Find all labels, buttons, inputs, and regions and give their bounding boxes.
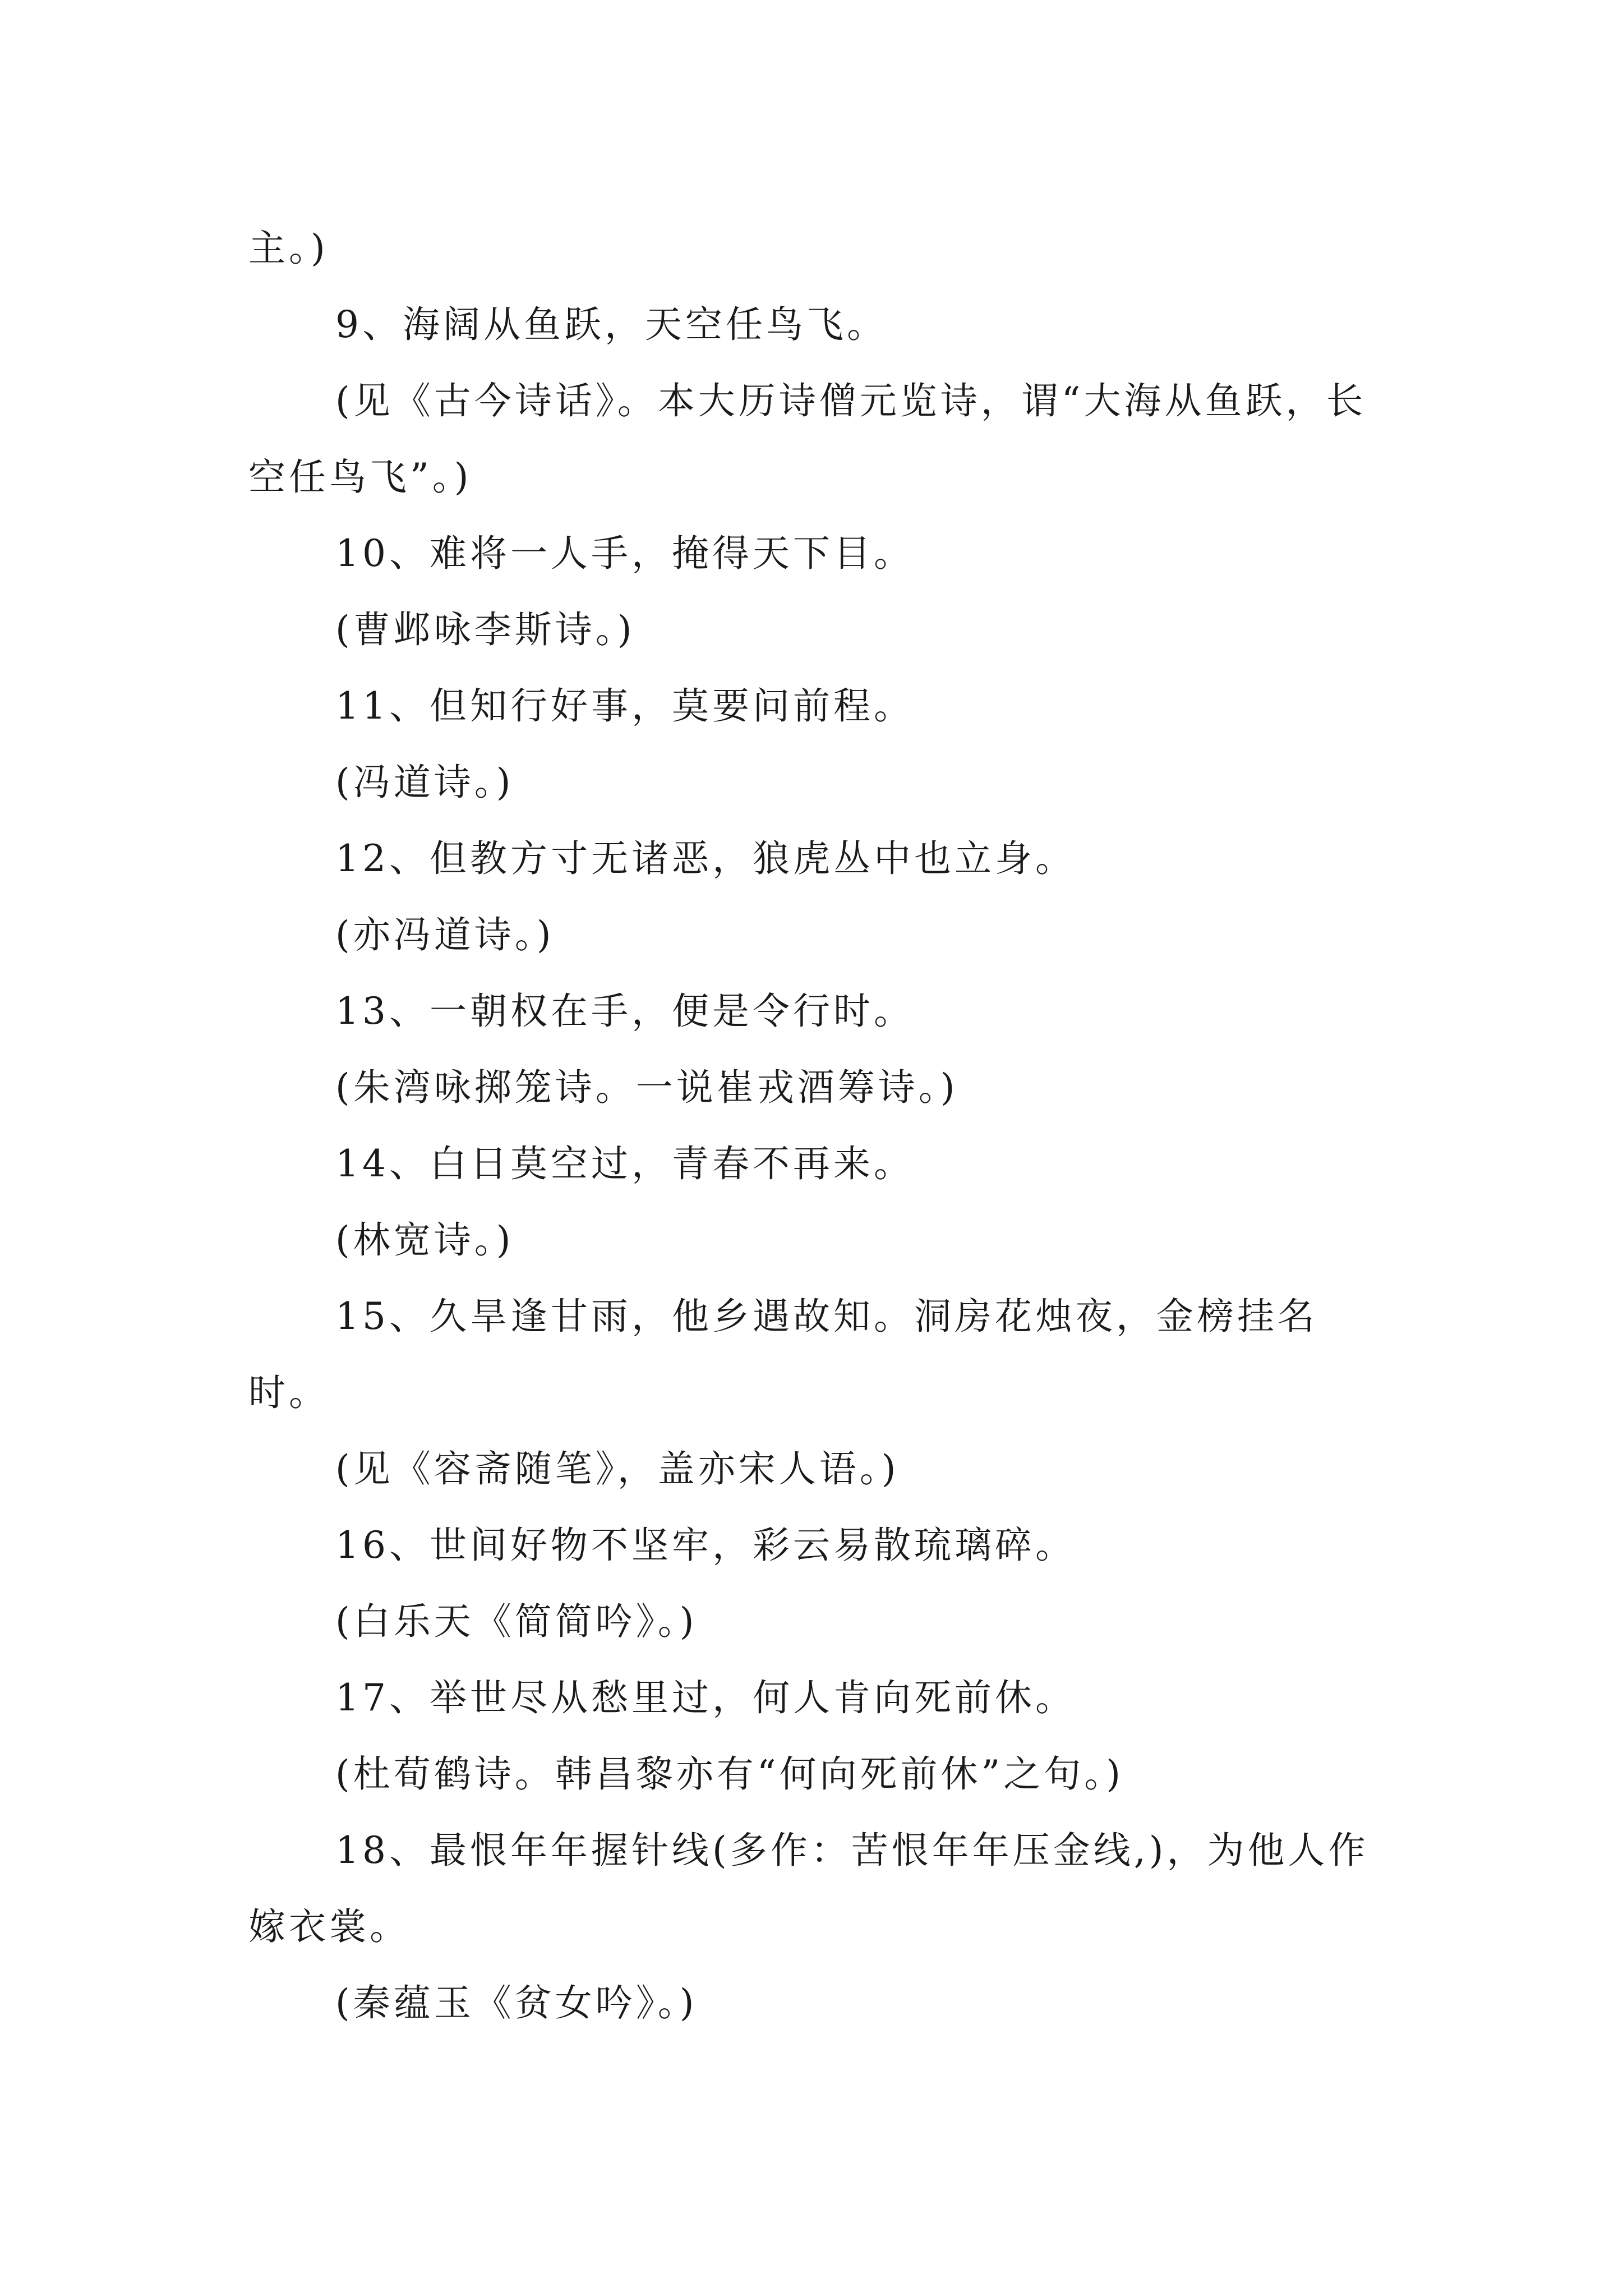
quote-18: 18、最恨年年握针线(多作：苦恨年年压金线,)，为他人作嫁衣裳。 [248,1829,1369,1948]
source-note-12: (亦冯道诗。) [335,913,555,956]
quote-16: 16、世间好物不坚牢，彩云易散琉璃碎。 [335,1524,1076,1567]
quote-13: 13、一朝权在手，便是令行时。 [335,990,914,1033]
source-note-16: (白乐天《简简吟》。) [335,1600,698,1643]
source-note-17: (杜荀鹤诗。韩昌黎亦有“何向死前休”之句。) [335,1752,1124,1796]
quote-12: 12、但教方寸无诸恶，狼虎丛中也立身。 [335,837,1076,880]
source-note-13: (朱湾咏掷笼诗。一说崔戎酒筹诗。) [335,1066,958,1109]
source-note-15: (见《容斋随笔》，盖亦宋人语。) [335,1447,900,1490]
quote-11: 11、但知行好事，莫要问前程。 [335,684,914,728]
source-note-11: (冯道诗。) [335,761,514,804]
quote-9: 9、海阔从鱼跃，天空任鸟飞。 [335,303,887,346]
quote-17: 17、举世尽从愁里过，何人肯向死前休。 [335,1676,1076,1719]
paragraph-continuation: 主。) [248,227,329,270]
source-note-10: (曹邺咏李斯诗。) [335,608,635,651]
quote-10: 10、难将一人手，掩得天下目。 [335,532,914,575]
source-note-14: (林宽诗。) [335,1218,514,1262]
quote-14: 14、白日莫空过，青春不再来。 [335,1142,914,1185]
source-note-9: (见《古今诗话》。本大历诗僧元览诗，谓“大海从鱼跃，长空任鸟飞”。) [248,379,1367,499]
quote-15: 15、久旱逢甘雨，他乡遇故知。洞房花烛夜，金榜挂名时。 [248,1295,1318,1414]
source-note-18: (秦蕴玉《贫女吟》。) [335,1981,698,2024]
document-page [248,210,1381,2041]
